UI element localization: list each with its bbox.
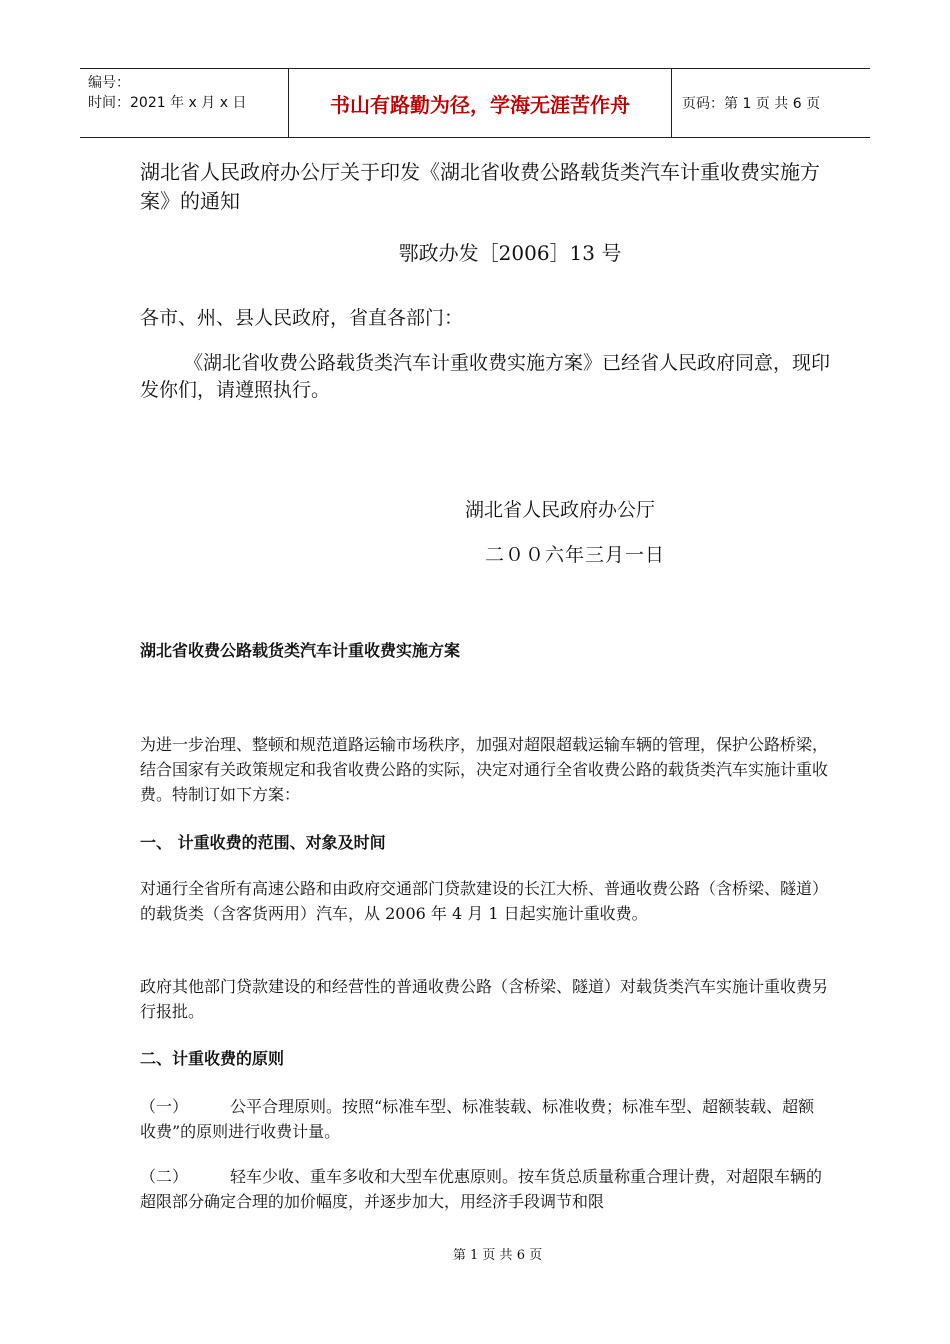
addressee: 各市、州、县人民政府，省直各部门： [140, 307, 464, 329]
page-footer: 第 1 页 共 6 页 [452, 1248, 543, 1263]
section2-item-2 [140, 1164, 830, 1214]
header-table [80, 68, 870, 138]
doc-number: 鄂政办发［2006］13 号 [398, 241, 622, 265]
section2-heading: 二、计重收费的原则 [140, 1049, 285, 1068]
plan-title: 湖北省收费公路载货类汽车计重收费实施方案 [140, 641, 461, 660]
header-meta [80, 69, 289, 137]
issuer: 湖北省人民政府办公厅 [465, 499, 656, 521]
notice-title: 湖北省人民政府办公厅关于印发《湖北省收费公路载货类汽车计重收费实施方案》的通知 [140, 160, 820, 213]
header-page-info [672, 69, 870, 137]
time-label: 时间：2021 年 x 月 x 日 [88, 95, 247, 111]
section1-heading: 一、 计重收费的范围、对象及时间 [140, 833, 386, 852]
item-marker: （二） [140, 1167, 189, 1186]
section2-item-1 [140, 1094, 830, 1144]
header-motto [289, 69, 672, 137]
plan-preamble: 为进一步治理、整顿和规范道路运输市场秩序，加强对超限超载运输车辆的管理，保护公路桥梁，结合国家有关政策规定和我省收费公路的实际，决定对通行全省收费公路的载货类汽车实施计重收费。特制订如下方案： [140, 735, 829, 804]
item-marker: （一） [140, 1097, 189, 1116]
item-text: 公平合理原则。按照“标准车型、标准装载、标准收费；标准车型、超额装载、超额收费”的原则进行收费计量。 [140, 1097, 815, 1141]
section1-paragraph-2: 政府其他部门贷款建设的和经营性的普通收费公路（含桥梁、隧道）对载货类汽车实施计重收费另行报批。 [140, 977, 829, 1021]
page-info-text: 页码：第 1 页 共 6 页 [682, 96, 821, 112]
issue-date: 二００六年三月一日 [485, 544, 666, 566]
motto-text: 书山有路勤为径，学海无涯苦作舟 [330, 92, 630, 117]
item-text: 轻车少收、重车多收和大型车优惠原则。按车货总质量称重合理计费，对超限车辆的超限部分确定合理的加价幅度，并逐步加大，用经济手段调节和限 [140, 1167, 823, 1211]
notice-intro: 《湖北省收费公路载货类汽车计重收费实施方案》已经省人民政府同意，现印发你们，请遵照执行。 [140, 352, 831, 401]
code-label: 编号： [88, 75, 130, 91]
section1-paragraph-1: 对通行全省所有高速公路和由政府交通部门贷款建设的长江大桥、普通收费公路（含桥梁、隧道）的载货类（含客货两用）汽车，从 2006 年 4 月 1 日起实施计重收费。 [140, 879, 829, 923]
